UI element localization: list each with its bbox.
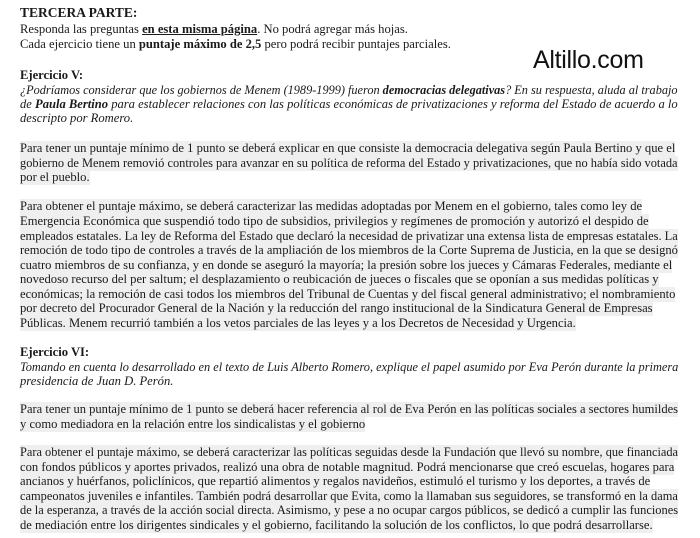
header-instruction-1: Responda las preguntas en esta misma página. No podrá agregar más hojas. bbox=[20, 22, 408, 36]
exercise-5-min-line: Para tener un puntaje mínimo de 1 punto se deberá explicar en que consiste la democracia delegativa según Paula Bertino y que el bbox=[20, 141, 676, 155]
exercise-5-max-line: empleados estatales. La ley de Reforma del Estado que declaró la necesidad de privatizar una extensa lista de empresas estatales. La bbox=[20, 229, 678, 243]
exercise-5-max-line: cuatro miembros de su confianza, y en donde se aseguró la mayoría; la presión sobre los jueces y Cámaras Federales, mediante el bbox=[20, 258, 673, 272]
exercise-6-max-line: campeonatos juveniles e infantiles. También podrá desarrollar que Evita, como la llamaban sus seguidores, se transformó en la dama bbox=[20, 489, 678, 503]
exercise-5-title: Ejercicio V: bbox=[20, 68, 84, 82]
exercise-5-question-line: de Paula Bertino para establecer relaciones con las políticas económicas de privatizaciones y reforma del Estado de acuerdo a lo bbox=[20, 97, 678, 111]
header-emphasis-page: en esta misma página bbox=[142, 22, 258, 36]
watermark: Altillo.com bbox=[533, 46, 644, 74]
exercise-6-title: Ejercicio VI: bbox=[20, 345, 90, 359]
exercise-5-min-line: por el pueblo. bbox=[20, 170, 90, 184]
exercise-5-question-line: descripto por Romero. bbox=[20, 111, 134, 125]
exercise-5-min-line: gobierno de Menem removió controles para avanzar en su política de reforma del Estado y privatizaciones, que no había sido votada bbox=[20, 156, 678, 170]
exercise-5-max-line: novedoso recurso del per saltum; el desplazamiento o reubicación de jueces o fiscales que se oponían a sus medidas políticas y bbox=[20, 272, 659, 286]
exercise-6-question-line: presidencia de Juan D. Perón. bbox=[20, 374, 174, 388]
header-instruction-2: Cada ejercicio tiene un puntaje máximo de 2,5 pero podrá recibir puntajes parciales. bbox=[20, 37, 451, 51]
exercise-6-max-line: con fondos públicos y aportes privados, realizó una obra de notable magnitud. Podrá mencionarse que creó escuelas, hogares para bbox=[20, 460, 675, 474]
exercise-6-max-line: de la esperanza, a través de la acción social directa. Asimismo, y pese a no ocupar cargos públicos, se dedicó a cumplir las funciones bbox=[20, 503, 679, 517]
exercise-6-max-line: de mediación entre los dirigentes sindicales y el gobierno, facilitando la solución de los conflictos, lo que podrá desarrollarse. bbox=[20, 518, 653, 532]
header-emphasis-score: puntaje máximo de 2,5 bbox=[138, 37, 262, 51]
exercise-6-question-line: Tomando en cuenta lo desarrollado en el texto de Luis Alberto Romero, explique el papel asumido por Eva Perón durante la primera bbox=[20, 360, 679, 374]
exercise-5-max-line: remoción de todo tipo de controles a través de la ampliación de los miembros de la Corte Suprema de Justicia, en la que se designó bbox=[20, 243, 678, 257]
exercise-5-max-line: Emergencia Económica que suspendió todo tipo de subsidios, privilegios y regímenes de promoción y autorizó el despido de bbox=[20, 214, 649, 228]
exercise-5-max-line: Para obtener el puntaje máximo, se deberá caracterizar las medidas adoptadas por Menem en el gobierno, tales como ley de bbox=[20, 199, 643, 213]
exercise-5-max-line: por decreto del Procurador General de la Nación y la reducción del rango institucional de la Sindicatura General de Empresas bbox=[20, 301, 653, 315]
exercise-6-max-line: Para obtener el puntaje máximo, se deberá caracterizar las políticas seguidas desde la Fundación que llevó su nombre, que financiada bbox=[20, 445, 679, 459]
exercise-5-question-line: ¿Podríamos considerar que los gobiernos de Menem (1989-1999) fueron democracias delegativas? En su respuesta, aluda al trabajo bbox=[20, 83, 678, 97]
exercise-5-max-line: económicas; la remoción de casi todos los miembros del Tribunal de Cuentas y del fiscal general administrativo; el nombramiento bbox=[20, 287, 676, 301]
section-title: TERCERA PARTE: bbox=[20, 5, 138, 20]
exercise-6-min-line: y como mediadora en la relación entre los sindicalistas y el gobierno bbox=[20, 417, 366, 431]
exercise-6-max-line: ancianos y huérfanos, policlínicos, que repartió alimentos y regalos navideños, estimuló el turismo y los deportes, a través de bbox=[20, 474, 651, 488]
exercise-6-min-line: Para tener un puntaje mínimo de 1 punto se deberá hacer referencia al rol de Eva Perón en las políticas sociales a sectores humildes bbox=[20, 402, 679, 416]
exercise-5-max-line: Públicas. Menem recurrió también a los vetos parciales de las leyes y a los Decretos de Necesidad y Urgencia. bbox=[20, 316, 576, 330]
